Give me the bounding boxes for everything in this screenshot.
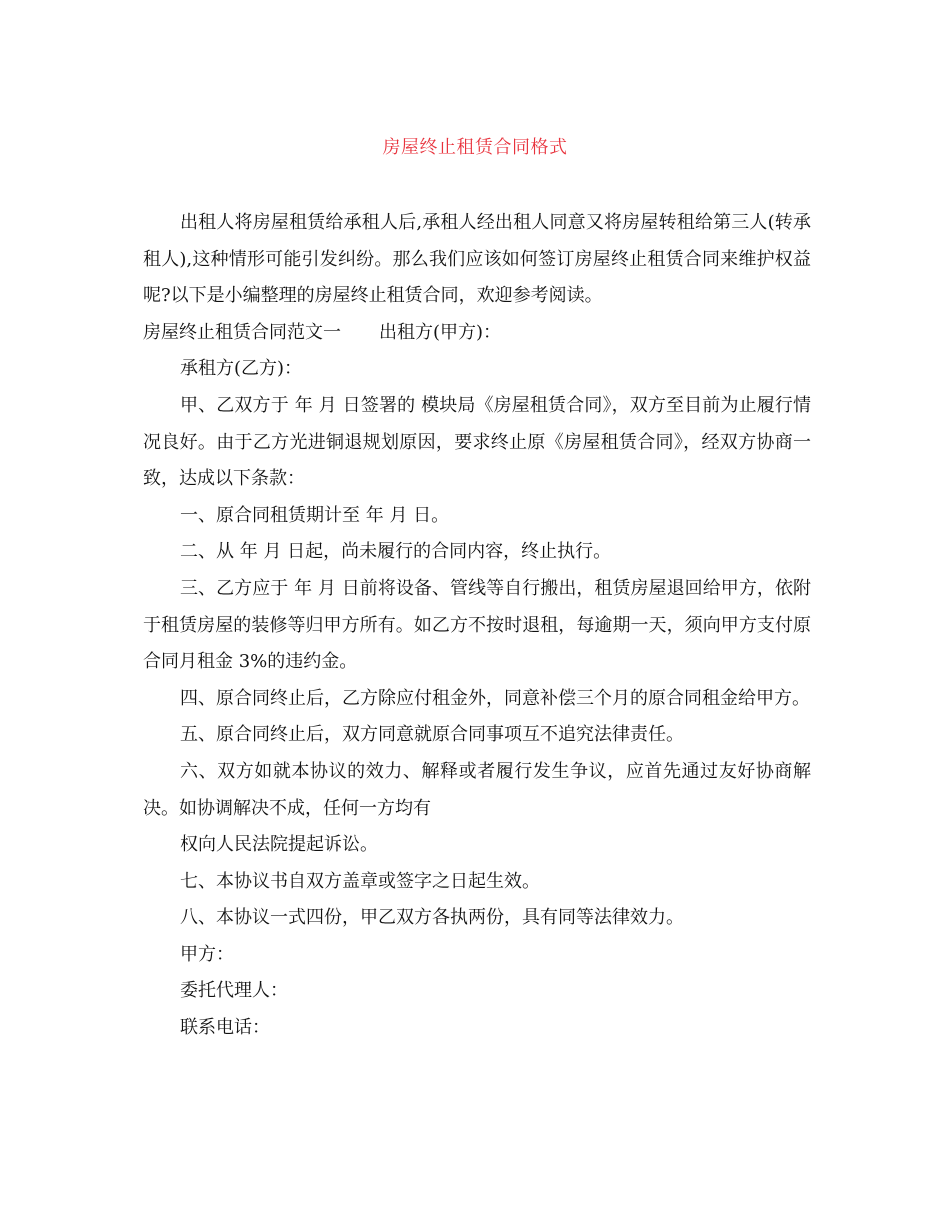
agent-label: 委托代理人： (180, 980, 288, 1002)
party-a-label: 甲方： (180, 943, 234, 965)
clause-8: 八、本协议一式四份，甲乙双方各执两份，具有同等法律效力。 (180, 907, 684, 929)
document-body (143, 205, 811, 1047)
document-title: 房屋终止租赁合同格式 (382, 137, 568, 158)
lessee-label: 承租方(乙方)： (180, 358, 303, 380)
clause-5: 五、原合同终止后，双方同意就原合同事项互不追究法律责任。 (180, 724, 684, 746)
preamble-paragraph: 甲、乙双方于 年 月 日签署的 模块局《房屋租赁合同》，双方至目前为止履行情况良好。由于乙方光进铜退规划原因，要求终止原《房屋租赁合同》，经双方协商一致，达成以下条款： (143, 394, 811, 490)
clause-2: 二、从 年 月 日起，尚未履行的合同内容，终止执行。 (180, 541, 612, 563)
lessor-label: 出租方(甲方)： (379, 321, 502, 343)
clause-7: 七、本协议书自双方盖章或签字之日起生效。 (180, 870, 540, 892)
intro-paragraph: 出租人将房屋租赁给承租人后,承租人经出租人同意又将房屋转租给第三人(转承租人),这种情形可能引发纠纷。那么我们应该如何签订房屋终止租赁合同来维护权益呢?以下是小编整理的房屋终止租赁合同，欢迎参考阅读。 (143, 212, 811, 307)
clause-6-part-2: 权向人民法院提起诉讼。 (180, 834, 378, 856)
clause-3: 三、乙方应于 年 月 日前将设备、管线等自行搬出，租赁房屋退回给甲方，依附于租赁房屋的装修等归甲方所有。如乙方不按时退租，每逾期一天，须向甲方支付原合同月租金 3%的违约金。 (143, 577, 811, 673)
clause-1: 一、原合同租赁期计至 年 月 日。 (180, 504, 450, 526)
phone-label: 联系电话： (180, 1017, 270, 1039)
sample-heading-line (143, 315, 811, 352)
clause-4: 四、原合同终止后，乙方除应付租金外，同意补偿三个月的原合同租金给甲方。 (180, 687, 810, 709)
clause-6-part-1: 六、双方如就本协议的效力、解释或者履行发生争议，应首先通过友好协商解决。如协调解决不成，任何一方均有 (143, 760, 811, 819)
sample-heading: 房屋终止租赁合同范文一 (143, 321, 341, 343)
